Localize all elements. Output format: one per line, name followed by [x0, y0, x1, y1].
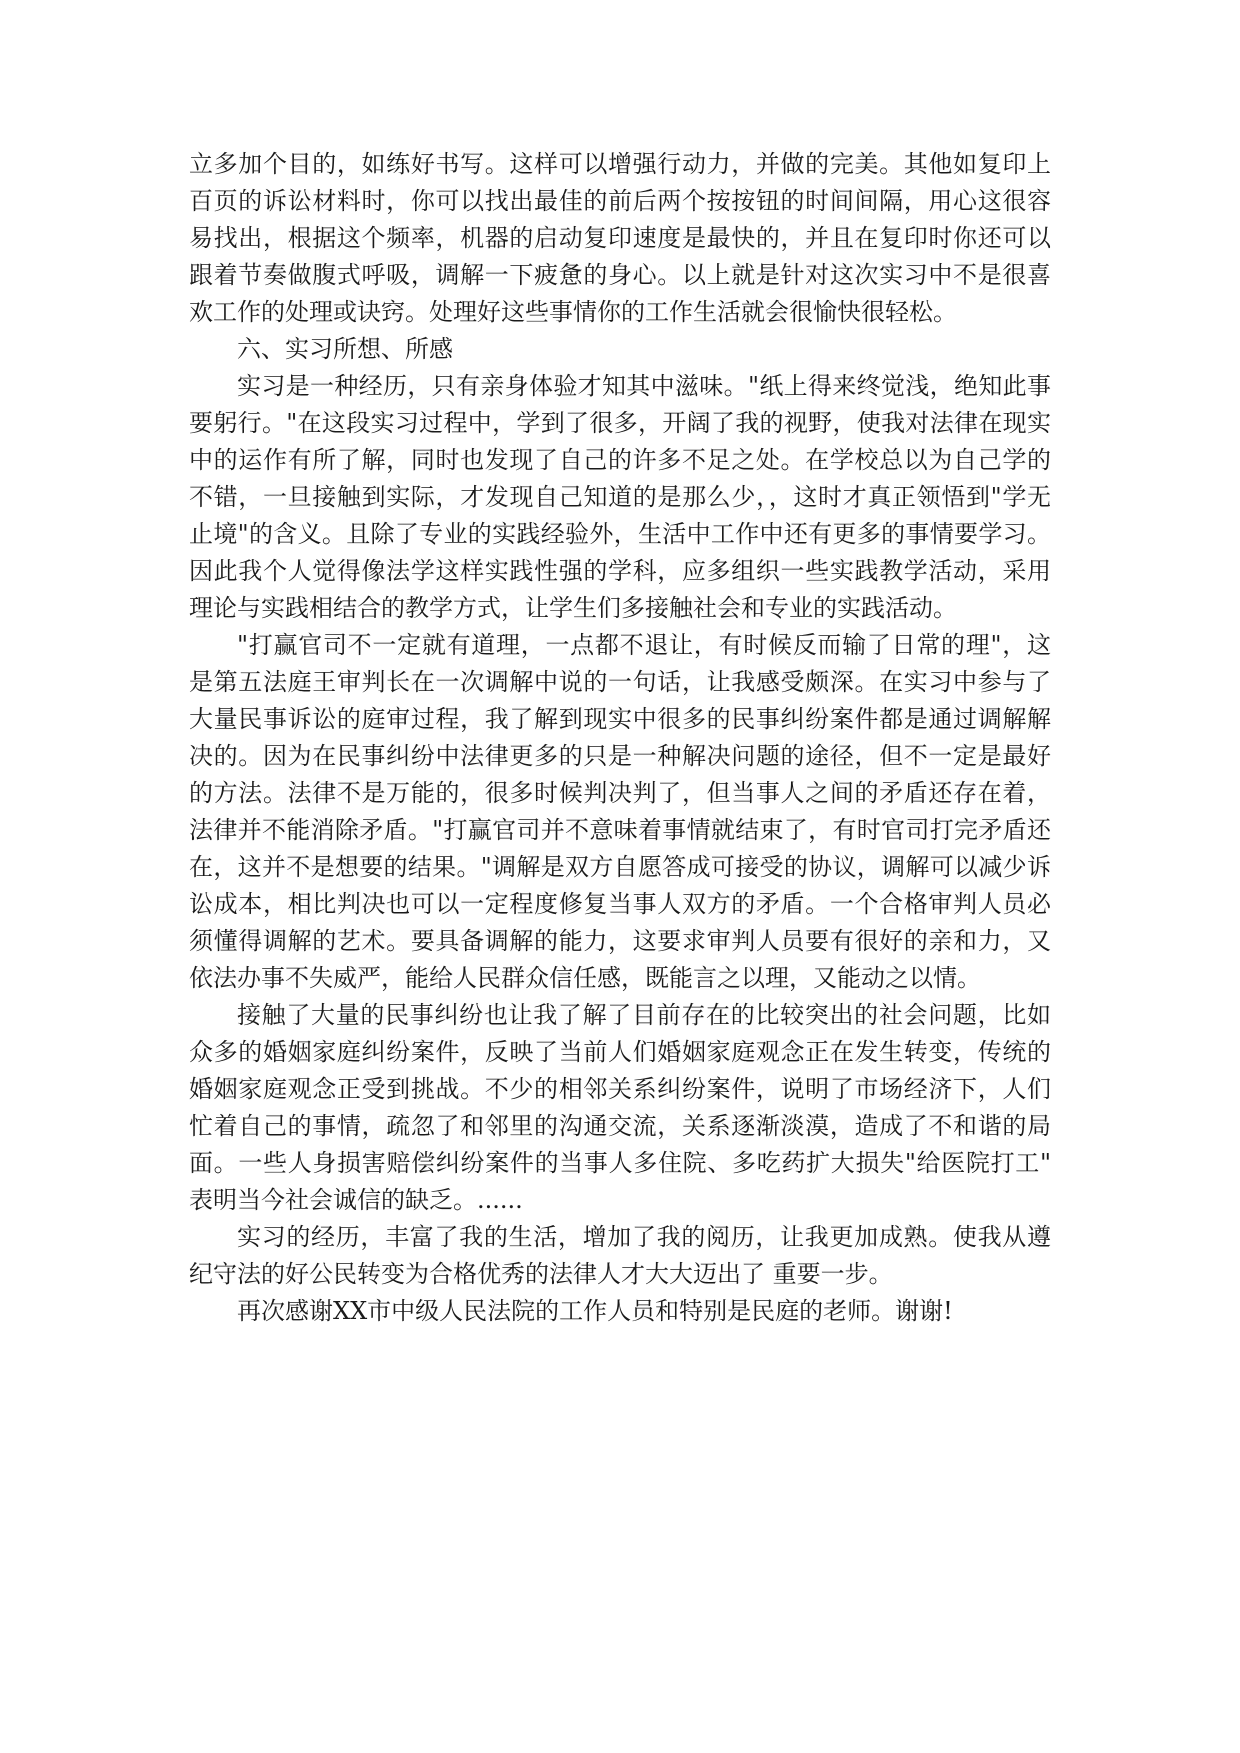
- closing-paragraph: 再次感谢XX市中级人民法院的工作人员和特别是民庭的老师。谢谢!: [237, 1297, 953, 1325]
- paragraph: 实习是一种经历，只有亲身体验才知其中滋味。"纸上得来终觉浅，绝知此事要躬行。"在这段实习过程中，学到了很多，开阔了我的视野，使我对法律在现实中的运作有所了解，同时也发现了自己的许多不足之处。在学校总以为自己学的不错，一旦接触到实际，才发现自己知道的是那么少，，这时才真正领悟到"学无止境"的含义。且除了专业的实践经验外，生活中工作中还有更多的事情要学习。因此我个人觉得像法学这样实践性强的学科，应多组织一些实践教学活动，采用理论与实践相结合的教学方式，让学生们多接触社会和专业的实践活动。: [189, 372, 1051, 622]
- document-body: [189, 146, 1075, 1330]
- paragraph: "打赢官司不一定就有道理，一点都不退让，有时候反而输了日常的理"，这是第五法庭王审判长在一次调解中说的一句话，让我感受颇深。在实习中参与了大量民事诉讼的庭审过程，我了解到现实中很多的民事纠纷案件都是通过调解解决的。因为在民事纠纷中法律更多的只是一种解决问题的途径，但不一定是最好的方法。法律不是万能的，很多时候判决判了，但当事人之间的矛盾还存在着，法律并不能消除矛盾。"打赢官司并不意味着事情就结束了，有时官司打完矛盾还在，这并不是想要的结果。"调解是双方自愿答成可接受的协议，调解可以减少诉讼成本，相比判决也可以一定程度修复当事人双方的矛盾。一个合格审判人员必须懂得调解的艺术。要具备调解的能力，这要求审判人员要有很好的亲和力，又依法办事不失威严，能给人民群众信任感，既能言之以理，又能动之以情。: [189, 631, 1051, 992]
- paragraph: 实习的经历，丰富了我的生活，增加了我的阅历，让我更加成熟。使我从遵纪守法的好公民转变为合格优秀的法律人才大大迈出了 重要一步。: [189, 1223, 1051, 1288]
- paragraph: 立多加个目的，如练好书写。这样可以增强行动力，并做的完美。其他如复印上百页的诉讼材料时，你可以找出最佳的前后两个按按钮的时间间隔，用心这很容易找出，根据这个频率，机器的启动复印速度是最快的，并且在复印时你还可以跟着节奏做腹式呼吸，调解一下疲惫的身心。以上就是针对这次实习中不是很喜欢工作的处理或诀窍。处理好这些事情你的工作生活就会很愉快很轻松。: [189, 150, 1051, 326]
- paragraph: 接触了大量的民事纠纷也让我了解了目前存在的比较突出的社会问题，比如众多的婚姻家庭纠纷案件，反映了当前人们婚姻家庭观念正在发生转变，传统的婚姻家庭观念正受到挑战。不少的相邻关系纠纷案件，说明了市场经济下，人们忙着自己的事情，疏忽了和邻里的沟通交流，关系逐渐淡漠，造成了不和谐的局面。一些人身损害赔偿纠纷案件的当事人多住院、多吃药扩大损失"给医院打工" 表明当今社会诚信的缺乏。......: [189, 1001, 1075, 1214]
- section-heading: 六、实习所想、所感: [237, 335, 453, 363]
